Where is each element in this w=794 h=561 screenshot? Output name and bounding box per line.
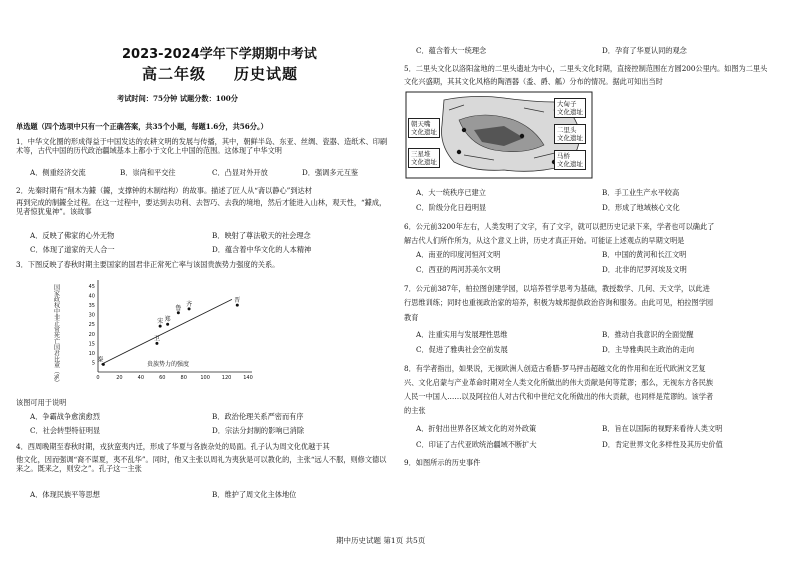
- q8-stem-line2: 兴、文化启蒙与产业革命时期对全人类文化所做出的伟大贡献是何等荒谬；那么，无视东方各民族: [404, 378, 714, 387]
- map-legend-right-1: 大甸子 文化遗址: [554, 98, 586, 118]
- map-legend-right-2: 二里头 文化遗址: [554, 124, 586, 144]
- q5-option-d: D．形成了地域核心文化: [602, 203, 680, 212]
- q6-option-a: A．南亚的印度河恒河文明: [416, 250, 501, 259]
- q3-option-a: A．争霸战争愈演愈烈: [30, 412, 100, 421]
- exam-title: 2023-2024学年下学期期中考试: [122, 47, 317, 62]
- q6-stem-line2: 解古代人们所作所为，从这个意义上讲，历史才真正开始。可能证上述观点的早期文明是: [404, 236, 685, 245]
- q4-option-c: C．蕴含着大一统理念: [416, 46, 487, 55]
- map-legend-left-2: 三星堆 文化遗址: [408, 148, 440, 168]
- q5-option-b: B．手工业生产水平较高: [602, 188, 680, 197]
- data-point-label: 鲁: [175, 304, 182, 312]
- q4-option-a: A．体现民族平等思想: [30, 490, 100, 499]
- q5-option-c: C．阶级分化日趋明显: [416, 203, 487, 212]
- q3-option-d: D．宗法分封制的影响已消除: [212, 426, 305, 435]
- x-tick-label: 140: [243, 375, 253, 381]
- data-point-label: 齐: [186, 300, 193, 308]
- q1-option-c: C．凸显对外开放: [212, 168, 268, 177]
- q6-stem-line1: 6．公元前3200年左右，人类发明了文字，有了文字，就可以把历史记录下来，学者也可以确此了: [404, 222, 715, 231]
- q7-stem-line1: 7．公元前387年，柏拉图创建学园，以培养哲学思考为基础，教授数学、几何、天文学，以此进: [404, 284, 710, 293]
- q1-option-d: D．强调多元互鉴: [302, 168, 359, 177]
- y-tick-label: 35: [88, 303, 95, 310]
- q3-option-b: B．政治伦理关系严密而有序: [212, 412, 304, 421]
- y-tick-label: 5: [91, 360, 95, 367]
- q7-stem-line2: 行思维训练；同时也重视政治家的培养，积极为城邦提供政治咨询和服务。由此可见，柏拉图学园: [404, 298, 714, 307]
- q2-option-a: A．反映了佛家的心外无物: [30, 231, 115, 240]
- q2-stem-line1: 2．先秦时期有“削木为鐻（鐻，支撑钟的木制结构）的故事。描述了匠人从“斋以静心”到达材: [16, 186, 312, 195]
- q9-stem: 9．如图所示的历史事件: [404, 458, 481, 467]
- q5-option-a: A．大一统秩序已建立: [416, 188, 486, 197]
- y-tick-label: 15: [88, 341, 95, 348]
- q4-option-b: B．维护了周文化主体地位: [212, 490, 297, 499]
- data-point-label: 晋: [234, 297, 241, 305]
- data-point-label: 郑: [164, 316, 171, 324]
- x-tick-label: 0: [96, 375, 100, 381]
- data-point-label: 卫: [153, 335, 160, 343]
- q8-stem-line4: 的主张: [404, 406, 426, 415]
- subject-label: 历史试题: [234, 65, 299, 83]
- q1-stem: 1．中华文化圈的形成得益于中国发达的农耕文明的发展与传播，其中，朝鲜半岛、东亚、丝绸、瓷器、造纸术、印刷术等，古代中国的历代政治疆域基本上都小于文化上中国的范围。这体现了中华文明: [16, 137, 388, 155]
- x-tick-label: 60: [159, 375, 166, 381]
- q5-stem-line2: 文化兴盛期，其其文化风格的陶酒器（盉、爵、觚）分布的情况。据此可知出当时: [404, 77, 663, 86]
- map-legend-left-1: 朝天嘴 文化遗址: [408, 118, 440, 138]
- q7-option-d: D．主导雅典民主政治的走向: [602, 345, 695, 354]
- x-tick-label: 100: [200, 375, 210, 381]
- q4-stem-line1: 4．西周晚期至春秋时期，戎狄蛮夷内迁，形成了华夏与各族杂处的局面。孔子认为周文化优越于其: [16, 442, 330, 451]
- q1-option-b: B．崇尚和平交往: [120, 168, 176, 177]
- y-tick-label: 40: [88, 293, 95, 300]
- q7-option-c: C．促进了雅典社会空前发展: [416, 345, 508, 354]
- q7-option-a: A．注重实用与发展理性思维: [416, 330, 508, 339]
- q8-option-c: C．印证了古代亚欧统治疆域不断扩大: [416, 440, 537, 449]
- q2-option-d: D．蕴含着中华文化的人本精神: [212, 245, 312, 254]
- data-point-label: 秦: [97, 356, 104, 364]
- q8-option-d: D．肯定世界文化多样性及其历史价值: [602, 440, 723, 449]
- y-tick-label: 10: [88, 350, 95, 357]
- x-tick-label: 80: [180, 375, 187, 381]
- q3-scatter-chart: [50, 276, 260, 388]
- x-axis-label: 贵族势力的强度: [146, 361, 190, 368]
- x-tick-label: 20: [116, 375, 123, 381]
- x-tick-label: 120: [221, 375, 232, 381]
- q8-option-a: A．折射出世界各区域文化的对外政策: [416, 424, 537, 433]
- trend-line: [101, 299, 232, 364]
- q7-option-b: B．推动自我意识的全面觉醒: [602, 330, 694, 339]
- x-tick-label: 40: [137, 375, 145, 381]
- q3-stem: 3．下图反映了春秋时期主要国家的国君非正常死亡率与该国贵族势力强度的关系。: [16, 260, 280, 269]
- q2-option-b: B．映射了尊法敬天的社会理念: [212, 231, 311, 240]
- q8-option-b: B．旨在以国际的视野来看待人类文明: [602, 424, 723, 433]
- section-heading: 单选题（四个选项中只有一个正确答案，共35个小题，每题1.6分，共56分。）: [16, 122, 268, 131]
- q6-option-d: D．北非的尼罗河埃及文明: [602, 265, 687, 274]
- exam-meta: 考试时间：75分钟 试题分数：100分: [117, 94, 238, 103]
- q6-option-c: C．西亚的两河苏美尔文明: [416, 265, 501, 274]
- q3-lead: 该图可用于说明: [16, 398, 67, 407]
- q4-option-d: D．孕育了华夏认同的观念: [602, 46, 687, 55]
- q2-option-c: C．体现了道家的天人合一: [30, 245, 115, 254]
- q4-stem-line2: 他文化，因而强调“裔不谋夏，夷不乱华”。同时，他又主张以周礼为夷狄是可以教化的，主张“远人不服，则修文德以来之。既来之，则安之”。孔子这一主张: [16, 455, 387, 473]
- data-point-label: 宋: [157, 318, 164, 326]
- q3-option-c: C．社会转型特征明显: [30, 426, 101, 435]
- y-tick-label: 20: [88, 331, 95, 338]
- page-footer: 期中历史试题 第1页 共5页: [336, 536, 426, 545]
- q2-stem-line2: 再到完成的制鐻全过程。在这一过程中，要达到去功利、去智巧、去我的境地，然后才能进入山林，观天性，“鐻成，见者惊犹鬼神”。该故事: [16, 198, 387, 216]
- grade-label: 高二年级: [142, 65, 207, 83]
- q8-stem-line1: 8．有学者指出，如果说，无视欧洲人创造古希腊-罗马抨击超越文化的作用和在近代欧洲文艺复: [404, 364, 706, 373]
- y-tick-label: 45: [88, 284, 95, 290]
- q6-option-b: B．中国的黄河和长江文明: [602, 250, 687, 259]
- q1-option-a: A．侧重经济交流: [30, 168, 86, 177]
- q5-stem-line1: 5．二里头文化以洛阳盆地的二里头遗址为中心，二里头文化时期，直接控制范围在方圆200公里内。如图为二里头: [404, 64, 768, 73]
- q8-stem-line3: 人民一中国人……以及阿拉伯人对古代和中世纪文化所做出的伟大贡献，也同样是荒谬的。该学者: [404, 392, 714, 401]
- q7-stem-line3: 教育: [404, 313, 419, 322]
- y-axis-label: 国家政权中非正常死亡国君比重（%）: [52, 284, 60, 386]
- y-tick-label: 30: [88, 312, 95, 319]
- y-tick-label: 25: [88, 322, 95, 329]
- map-legend-right-3: 马桥 文化遗址: [554, 150, 586, 170]
